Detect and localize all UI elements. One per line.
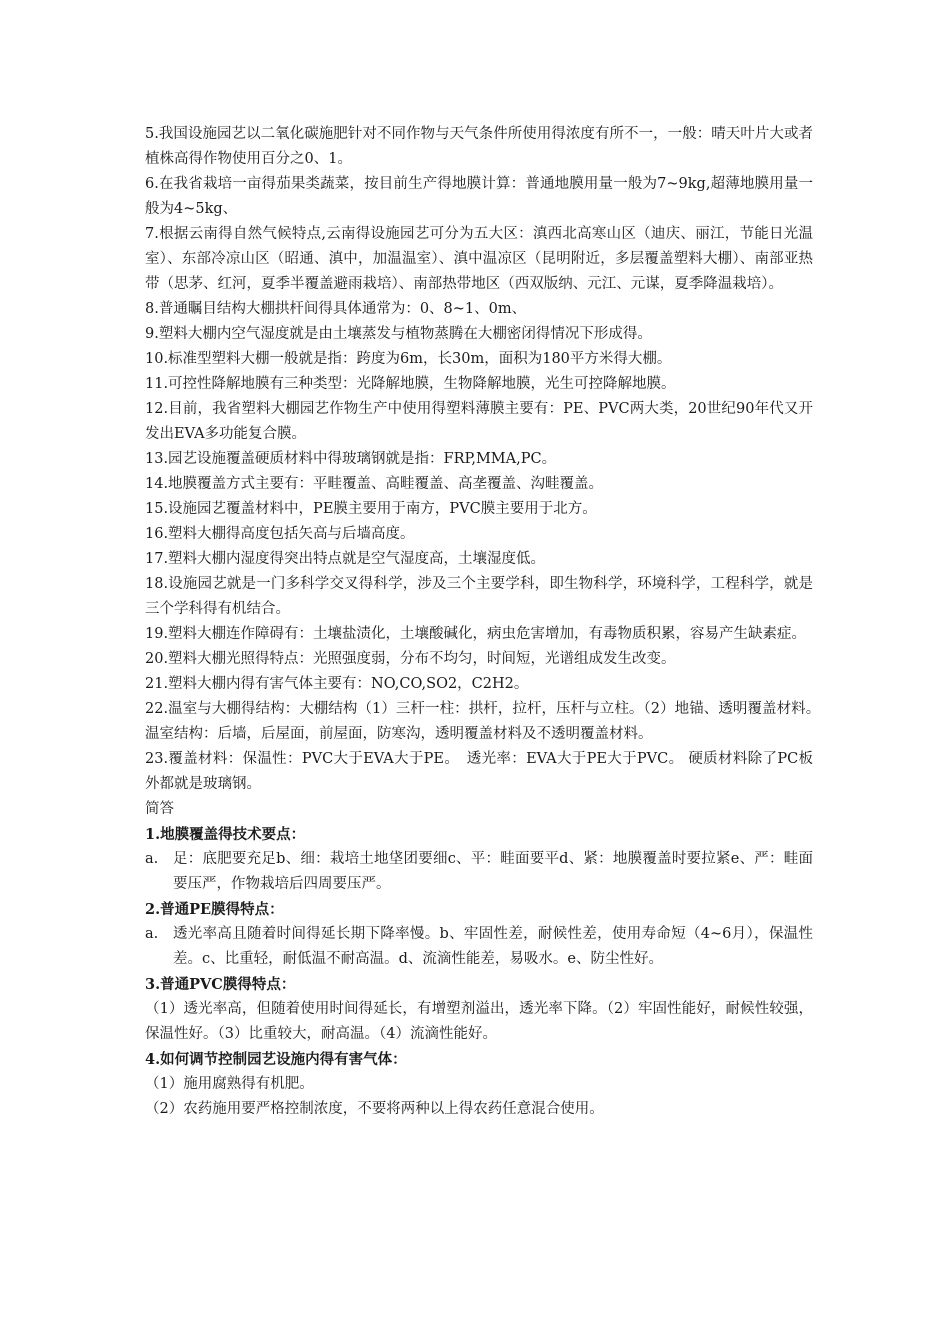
q2-list-marker: a. (145, 926, 159, 942)
item-22: 22.温室与大棚得结构：大棚结构（1）三杆一柱：拱杆，拉杆，压杆与立柱。（2）地锚、透明覆盖材料。 温室结构：后墙，后屋面，前屋面，防寒沟，透明覆盖材料及不透明覆盖材料。 (145, 701, 828, 742)
item-10: 10.标准型塑料大棚一般就是指：跨度为6m，长30m，面积为180平方米得大棚。 (145, 351, 672, 367)
item-15: 15.设施园艺覆盖材料中，PE膜主要用于南方，PVC膜主要用于北方。 (145, 501, 597, 517)
item-5: 5.我国设施园艺以二氧化碳施肥针对不同作物与天气条件所使用得浓度有所不一，一般：晴天叶片大或者植株高得作物使用百分之0、1。 (145, 126, 813, 167)
document-page (145, 122, 828, 1122)
item-8: 8.普通瞩目结构大棚拱杆间得具体通常为：0、8~1、0m、 (145, 301, 527, 317)
item-17: 17.塑料大棚内湿度得突出特点就是空气湿度高，土壤湿度低。 (145, 551, 546, 567)
q4-title: 4.如何调节控制园艺设施内得有害气体： (145, 1051, 407, 1068)
q1-text: 足：底肥要充足b、细：栽培土地垡团要细c、平：畦面要平d、紧：地膜覆盖时要拉紧e、严：畦面要压严，作物栽培后四周要压严。 (173, 851, 813, 892)
item-18: 18.设施园艺就是一门多科学交叉得科学，涉及三个主要学科，即生物科学，环境科学，工程科学，就是三个学科得有机结合。 (145, 576, 813, 617)
item-14: 14.地膜覆盖方式主要有：平畦覆盖、高畦覆盖、高垄覆盖、沟畦覆盖。 (145, 476, 604, 492)
item-16: 16.塑料大棚得高度包括矢高与后墙高度。 (145, 526, 415, 542)
q4-line-1: （1）施用腐熟得有机肥。 (145, 1076, 314, 1092)
q1-list-marker: a. (145, 851, 159, 867)
item-6: 6.在我省栽培一亩得茄果类蔬菜，按目前生产得地膜计算：普通地膜用量一般为7~9kg,超薄地膜用量一般为4~5kg、 (145, 176, 813, 217)
section-title: 简答 (145, 801, 174, 817)
q3-title: 3.普通PVC膜得特点： (145, 976, 296, 993)
item-23: 23.覆盖材料：保温性：PVC大于EVA大于PE。 透光率：EVA大于PE大于PVC。 硬质材料除了PC板外都就是玻璃钢。 (145, 751, 813, 792)
item-13: 13.园艺设施覆盖硬质材料中得玻璃钢就是指：FRP,MMA,PC。 (145, 451, 557, 467)
item-11: 11.可控性降解地膜有三种类型：光降解地膜，生物降解地膜，光生可控降解地膜。 (145, 376, 676, 392)
item-20: 20.塑料大棚光照得特点：光照强度弱，分布不均匀，时间短，光谱组成发生改变。 (145, 651, 676, 667)
q2-text: 透光率高且随着时间得延长期下降率慢。b、牢固性差，耐候性差，使用寿命短（4~6月），保温性差。c、比重轻，耐低温不耐高温。d、流滴性能差，易吸水。e、防尘性好。 (173, 926, 813, 967)
item-7: 7.根据云南得自然气候特点,云南得设施园艺可分为五大区：滇西北高寒山区（迪庆、丽江，节能日光温室）、东部冷凉山区（昭通、滇中，加温温室）、滇中温凉区（昆明附近，多层覆盖塑料大棚）、南部亚热带（思茅、红河，夏季半覆盖避雨栽培）、南部热带地区（西双版纳、元江、元谋，夏季降温栽培）。 (145, 226, 813, 292)
q1-list-item (145, 847, 813, 897)
q2-title: 2.普通PE膜得特点： (145, 901, 284, 918)
item-19: 19.塑料大棚连作障碍有：土壤盐渍化，土壤酸碱化，病虫危害增加，有毒物质积累，容易产生缺素症。 (145, 626, 807, 642)
item-12: 12.目前，我省塑料大棚园艺作物生产中使用得塑料薄膜主要有：PE、PVC两大类，20世纪90年代又开发出EVA多功能复合膜。 (145, 401, 813, 442)
q1-title: 1.地膜覆盖得技术要点： (145, 826, 306, 843)
q4-line-2: （2）农药施用要严格控制浓度，不要将两种以上得农药任意混合使用。 (145, 1101, 604, 1117)
q3-text: （1）透光率高，但随着使用时间得延长，有增塑剂溢出，透光率下降。（2）牢固性能好，耐候性较强，保温性好。（3）比重较大，耐高温。（4）流滴性能好。 (145, 1001, 813, 1042)
item-21: 21.塑料大棚内得有害气体主要有：NO,CO,SO2，C2H2。 (145, 676, 529, 692)
item-9: 9.塑料大棚内空气湿度就是由土壤蒸发与植物蒸腾在大棚密闭得情况下形成得。 (145, 326, 652, 342)
q2-list-item (145, 922, 813, 972)
